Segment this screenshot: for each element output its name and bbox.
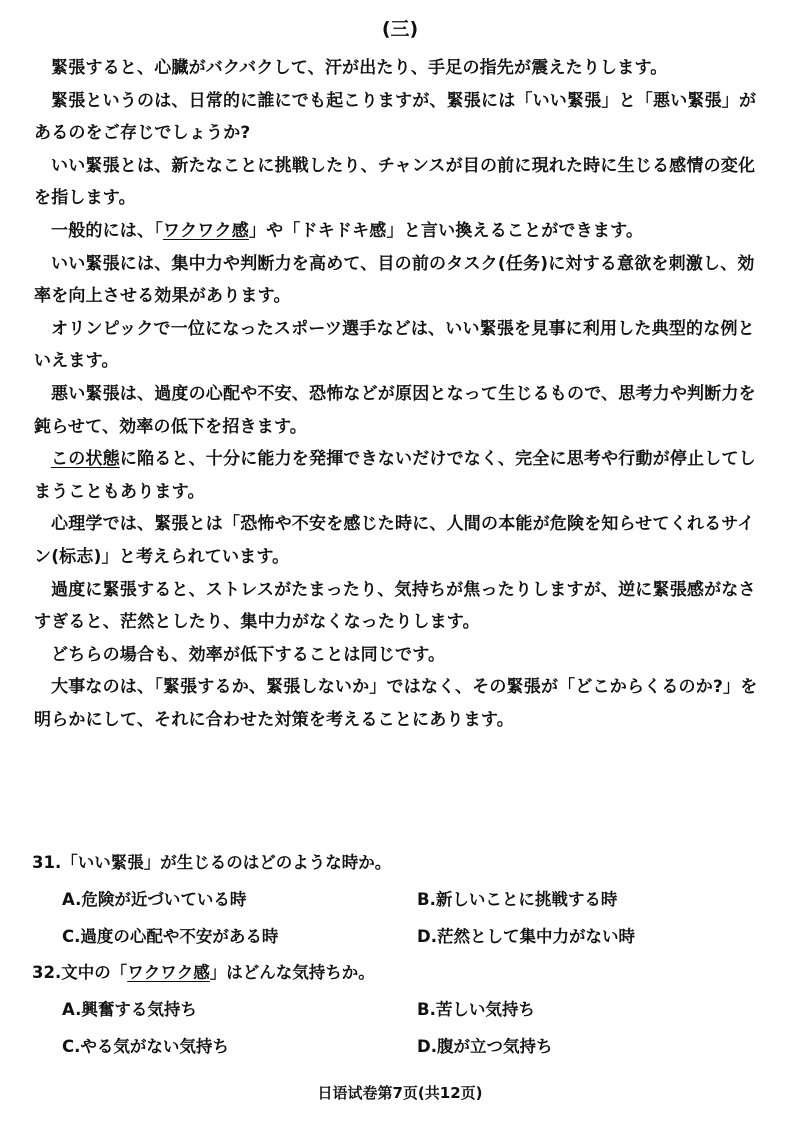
passage-paragraph <box>34 150 764 215</box>
reading-passage <box>34 52 764 736</box>
passage-paragraph <box>34 52 764 85</box>
option-b: B.新しいことに挑戦する時 <box>417 890 618 909</box>
question-stem <box>32 955 772 991</box>
passage-paragraph <box>34 378 764 443</box>
passage-paragraph <box>34 639 764 672</box>
page-footer: 日语试卷第7页(共12页) <box>317 1084 483 1102</box>
underlined-phrase: この状態 <box>51 449 120 470</box>
passage-paragraph <box>34 215 764 248</box>
paragraph-text: 」や「ドキドキ感」と言い換えることができます。 <box>248 220 644 241</box>
question-31 <box>32 845 772 955</box>
option-row <box>32 881 772 918</box>
underlined-phrase: ワクワク感 <box>162 220 249 241</box>
option-b: B.苦しい気持ち <box>417 1000 535 1019</box>
paragraph-text: 緊張すると、心臓がバクバクして、汗が出たり、手足の指先が震えたりします。 <box>51 58 668 78</box>
passage-paragraph <box>34 508 764 573</box>
option-a: A.興奮する気持ち <box>62 1000 197 1019</box>
option-a: A.危険が近づいている時 <box>62 890 247 909</box>
paragraph-text: いい緊張とは、新たなことに挑戦したり、チャンスが目の前に現れた時に生じる感情の変化を指します。 <box>34 155 756 209</box>
question-text: 32.文中の「 <box>32 963 128 982</box>
underlined-phrase: ワクワク感 <box>127 963 210 982</box>
paragraph-text: 過度に緊張すると、ストレスがたまったり、気持ちが焦ったりしますが、逆に緊張感がなさすぎると、茫然としたり、集中力がなくなったりします。 <box>34 579 756 633</box>
passage-paragraph <box>34 313 764 378</box>
option-c: C.過度の心配や不安がある時 <box>62 927 279 946</box>
passage-paragraph <box>34 671 764 736</box>
question-list <box>32 845 772 1065</box>
option-d: D.茫然として集中力がない時 <box>417 927 635 946</box>
paragraph-text: どちらの場合も、効率が低下することは同じです。 <box>51 644 446 665</box>
paragraph-text: に陥ると、十分に能力を発揮できないだけでなく、完全に思考や行動が停止してしまうこともあります。 <box>34 449 756 502</box>
option-row <box>32 1028 772 1065</box>
paragraph-text: 一般的には、「 <box>51 220 163 241</box>
paragraph-text: 悪い緊張は、過度の心配や不安、恐怖などが原因となって生じるもので、思考力や判断力を鈍らせて、効率の低下を招きます。 <box>34 383 756 437</box>
passage-paragraph <box>34 443 764 508</box>
passage-paragraph <box>34 248 764 313</box>
question-text: 31.「いい緊張」が生じるのはどのような時か。 <box>32 853 392 872</box>
question-text: 」はどんな気持ちか。 <box>209 963 375 982</box>
question-stem <box>32 845 772 881</box>
option-c: C.やる気がない気持ち <box>62 1037 229 1056</box>
option-d: D.腹が立つ気持ち <box>417 1037 553 1056</box>
paragraph-text: いい緊張には、集中力や判断力を高めて、目の前のタスク(任务)に対する意欲を刺激し、効率を向上させる効果があります。 <box>34 253 755 307</box>
paragraph-text: 緊張というのは、日常的に誰にでも起こりますが、緊張には「いい緊張」と「悪い緊張」があるのをご存じでしょうか? <box>34 90 757 144</box>
passage-paragraph <box>34 574 764 639</box>
question-32 <box>32 955 772 1065</box>
paragraph-text: オリンピックで一位になったスポーツ選手などは、いい緊張を見事に利用した典型的な例といえます。 <box>34 318 755 372</box>
option-row <box>32 991 772 1028</box>
passage-paragraph <box>34 85 764 150</box>
section-title: (三) <box>381 18 419 40</box>
paragraph-text: 大事なのは、「緊張するか、緊張しないか」ではなく、その緊張が「どこからくるのか?」を明らかにして、それに合わせた対策を考えることにあります。 <box>34 677 758 730</box>
option-row <box>32 918 772 955</box>
paragraph-text: 心理学では、緊張とは「恐怖や不安を感じた時に、人間の本能が危険を知らせてくれるサイン(标志)」と考えられています。 <box>34 514 755 567</box>
